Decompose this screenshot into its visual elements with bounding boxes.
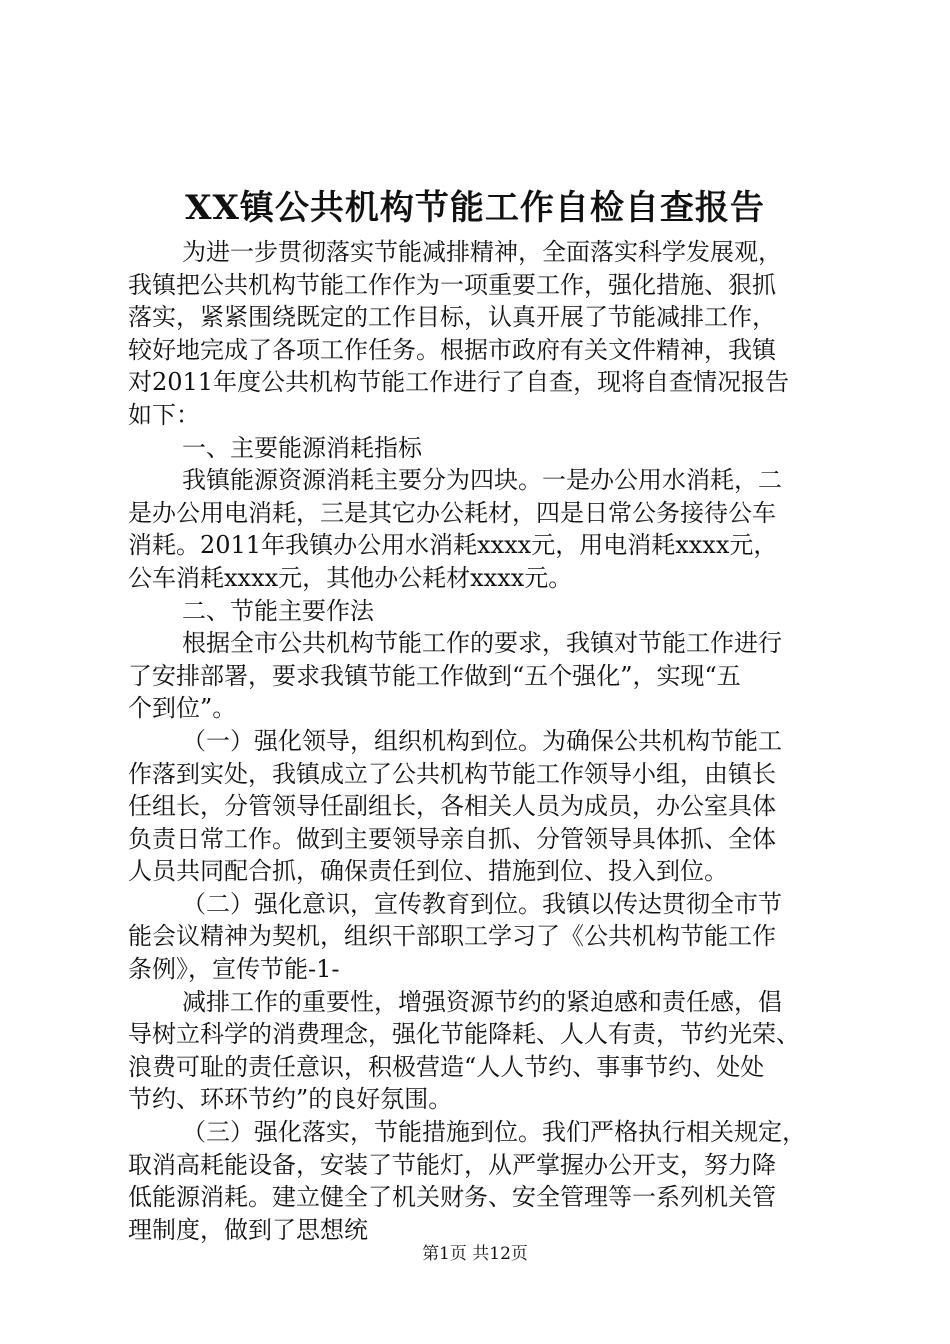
text-line: 落实，紧紧围绕既定的工作目标，认真开展了节能减排工作， <box>128 303 776 332</box>
text-line: 作落到实处，我镇成立了公共机构节能工作领导小组，由镇长 <box>128 759 776 788</box>
text-line: 我镇把公共机构节能工作作为一项重要工作，强化措施、狠抓 <box>128 270 776 299</box>
text-line: 根据全市公共机构节能工作的要求，我镇对节能工作进行 <box>182 629 782 658</box>
text-line: 对2011年度公共机构节能工作进行了自查，现将自查情况报告 <box>128 368 790 397</box>
text-line: （一）强化领导，组织机构到位。为确保公共机构节能工 <box>182 726 782 755</box>
document-title: XX镇公共机构节能工作自检自查报告 <box>185 188 765 228</box>
text-line: 条例》，宣传节能-1- <box>128 955 340 984</box>
text-line: 人员共同配合抓，确保责任到位、措施到位、投入到位。 <box>128 857 728 886</box>
text-line: 任组长，分管领导任副组长，各相关人员为成员，办公室具体 <box>128 792 776 821</box>
page-footer: 第1页 共12页 <box>422 1244 528 1264</box>
text-line: 低能源消耗。建立健全了机关财务、安全管理等一系列机关管 <box>128 1183 776 1212</box>
text-line: （二）强化意识，宣传教育到位。我镇以传达贯彻全市节 <box>182 889 782 918</box>
text-line: 公车消耗xxxx元，其他办公耗材xxxx元。 <box>128 563 573 592</box>
text-line: 理制度，做到了思想统 <box>128 1215 368 1244</box>
text-line: 个到位”。 <box>128 694 237 723</box>
text-line: 较好地完成了各项工作任务。根据市政府有关文件精神，我镇 <box>128 335 776 364</box>
text-line: 能会议精神为契机，组织干部职工学习了《公共机构节能工作 <box>128 922 776 951</box>
text-line: 二、节能主要作法 <box>182 596 374 625</box>
text-line: 取消高耗能设备，安装了节能灯，从严掌握办公开支，努力降 <box>128 1150 776 1179</box>
text-line: 我镇能源资源消耗主要分为四块。一是办公用水消耗，二 <box>182 466 782 495</box>
text-line: 如下： <box>128 400 200 429</box>
text-line: 消耗。2011年我镇办公用水消耗xxxx元，用电消耗xxxx元， <box>128 531 778 560</box>
text-line: 减排工作的重要性，增强资源节约的紧迫感和责任感，倡 <box>182 987 782 1016</box>
text-line: （三）强化落实，节能措施到位。我们严格执行相关规定， <box>182 1118 806 1147</box>
text-line: 导树立科学的消费理念，强化节能降耗、人人有责，节约光荣、 <box>128 1020 800 1049</box>
text-line: 一、主要能源消耗指标 <box>182 433 422 462</box>
text-line: 负责日常工作。做到主要领导亲自抓、分管领导具体抓、全体 <box>128 824 776 853</box>
text-line: 为进一步贯彻落实节能减排精神，全面落实科学发展观， <box>182 238 782 266</box>
text-line: 了安排部署，要求我镇节能工作做到“五个强化”，实现“五 <box>128 661 741 690</box>
document-body <box>128 236 834 1246</box>
text-line: 是办公用电消耗，三是其它办公耗材，四是日常公务接待公车 <box>128 498 776 527</box>
text-line: 节约、环环节约”的良好氛围。 <box>128 1085 453 1114</box>
text-line: 浪费可耻的责任意识，积极营造“人人节约、事事节约、处处 <box>128 1052 765 1081</box>
